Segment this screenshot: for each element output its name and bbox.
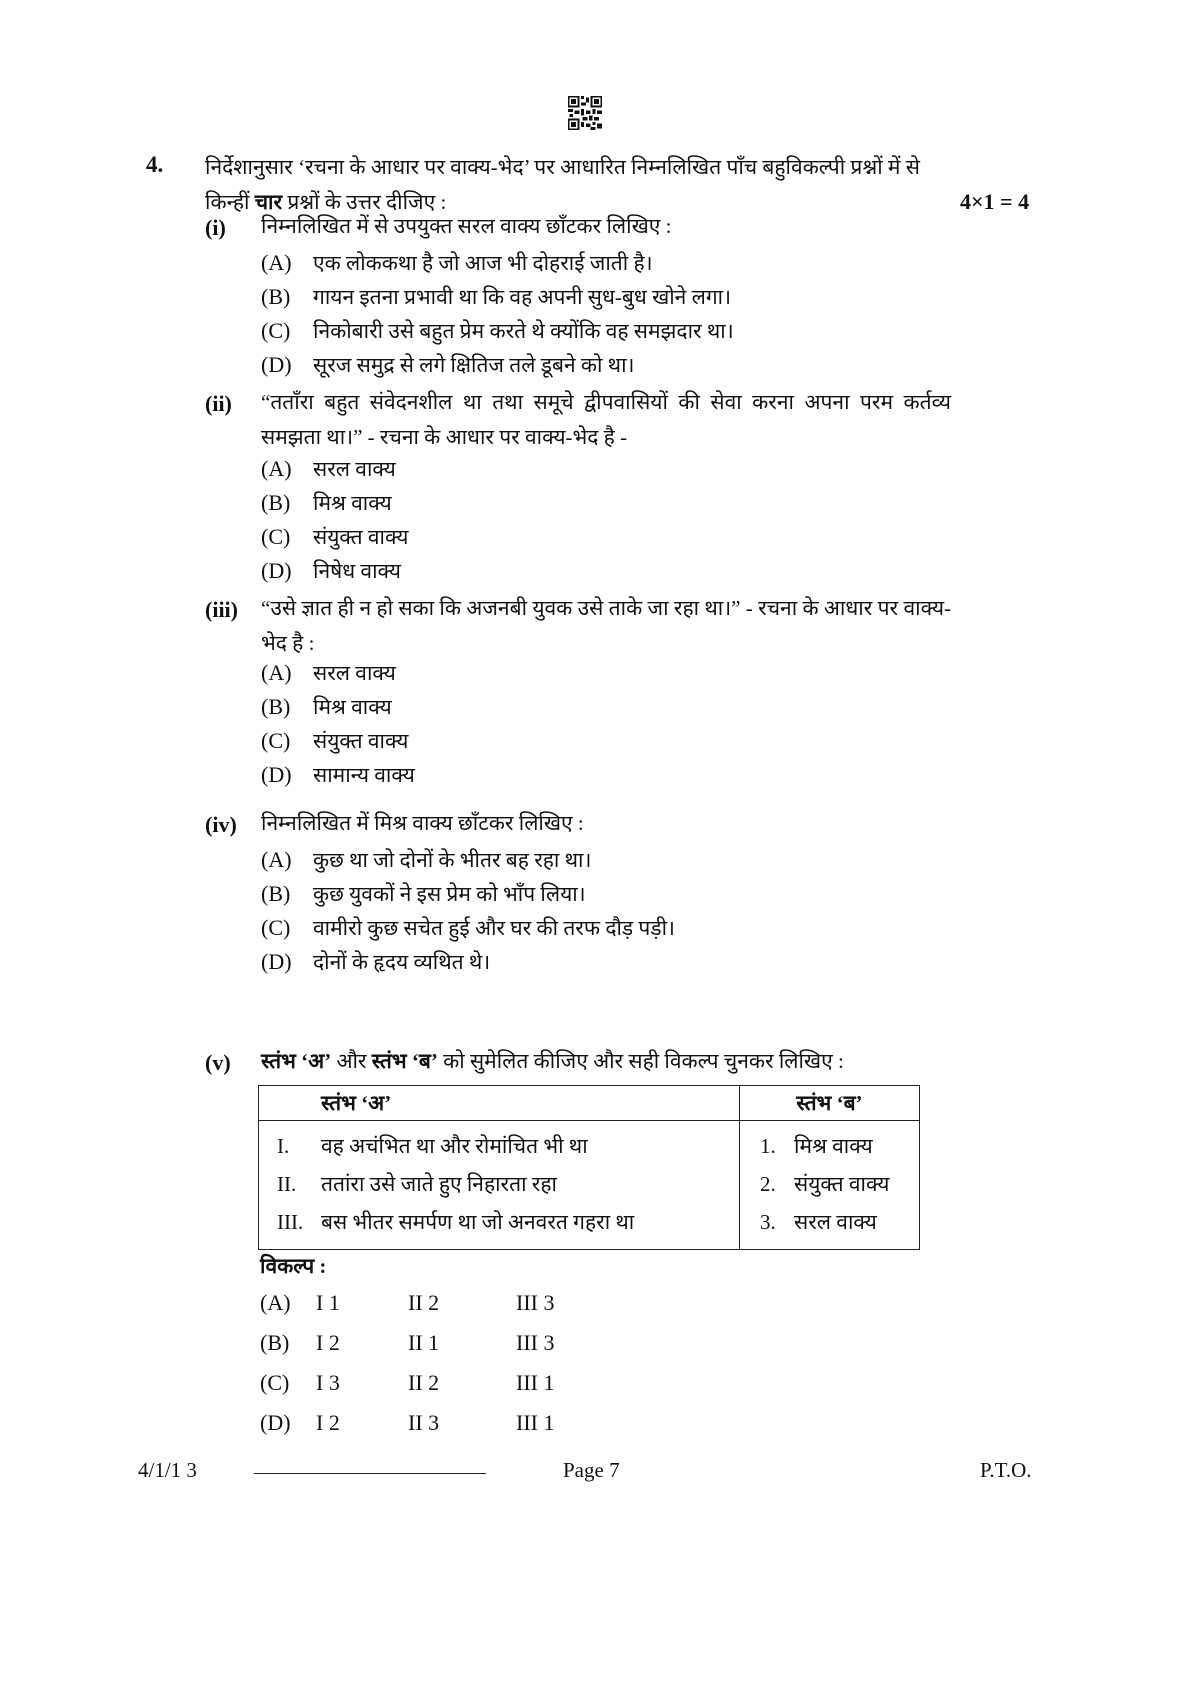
option-a — [261, 249, 653, 277]
column-a-item — [277, 1127, 739, 1165]
column-a-item — [277, 1165, 739, 1203]
pair-iii: III 1 — [516, 1370, 555, 1395]
column-b-ref: स्तंभ ‘ब’ — [371, 1049, 438, 1073]
pair-i: I 1 — [316, 1290, 340, 1315]
instructions-bold-count: चार — [254, 190, 283, 214]
option-text: सरल वाक्य — [313, 661, 396, 685]
instructions-part1: निर्देशानुसार ‘रचना के आधार पर वाक्य-भेद’ पर आधारित निम्नलिखित पाँच बहुविकल्पी प्रश्नों में से किन्हीं — [205, 155, 920, 214]
option-a — [261, 659, 396, 687]
option-letter: (A) — [261, 456, 292, 481]
option-b — [261, 283, 731, 311]
option-b — [261, 489, 392, 517]
instructions-part2: प्रश्नों के उत्तर दीजिए : — [282, 190, 447, 214]
option-d — [261, 948, 490, 976]
option-letter: (C) — [261, 524, 291, 549]
column-a-ref: स्तंभ ‘अ’ — [261, 1049, 332, 1073]
options-heading: विकल्प : — [260, 1254, 327, 1278]
option-a — [261, 455, 396, 483]
pair-iii: III 3 — [516, 1290, 555, 1315]
option-letter: (D) — [260, 1410, 291, 1435]
column-b-item — [760, 1127, 919, 1165]
option-letter: (C) — [260, 1370, 290, 1395]
option-letter: (B) — [261, 881, 291, 906]
pair-i: I 3 — [316, 1370, 340, 1395]
item-number: 2. — [760, 1172, 776, 1196]
subquestion-text: “तताँरा बहुत संवेदनशील था तथा समूचे द्वीपवासियों की सेवा करना अपना परम कर्तव्य समझता था।” - रचना के आधार पर वाक्य-भेद है - — [261, 390, 951, 449]
column-b-item — [760, 1203, 919, 1241]
text-instruction: को सुमेलित कीजिए और सही विकल्प चुनकर लिखिए : — [437, 1049, 844, 1073]
subquestion-text: “उसे ज्ञात ही न हो सका कि अजनबी युवक उसे ताके जा रहा था।” - रचना के आधार पर वाक्य-भेद है : — [261, 596, 951, 655]
subquestion-label: (ii) — [205, 391, 232, 416]
option-letter: (D) — [261, 558, 292, 583]
option-text: सरल वाक्य — [313, 457, 396, 481]
option-letter: (B) — [261, 694, 291, 719]
match-table — [258, 1085, 920, 1250]
please-turn-over: P.T.O. — [980, 1458, 1032, 1482]
column-b-header: स्तंभ ‘ब’ — [740, 1086, 920, 1121]
subquestion-label: (i) — [205, 215, 226, 240]
column-b-items — [740, 1121, 920, 1250]
option-text: सूरज समुद्र से लगे क्षितिज तले डूबने को था। — [313, 353, 635, 377]
option-text: कुछ था जो दोनों के भीतर बह रहा था। — [313, 848, 592, 872]
option-text: संयुक्त वाक्य — [313, 525, 409, 549]
paper-code: 4/1/1 3 — [138, 1458, 197, 1482]
item-number: 1. — [760, 1134, 776, 1158]
item-text: संयुक्त वाक्य — [794, 1172, 890, 1196]
option-letter: (D) — [261, 352, 292, 377]
option-text: गायन इतना प्रभावी था कि वह अपनी सुध-बुध खोने लगा। — [313, 285, 732, 309]
option-letter: (C) — [261, 318, 291, 343]
pair-ii: II 3 — [408, 1410, 440, 1435]
option-letter: (A) — [261, 660, 292, 685]
item-number: 3. — [760, 1210, 776, 1234]
qr-code-icon — [568, 96, 602, 130]
column-a-items — [259, 1121, 740, 1250]
subquestion-text — [261, 1044, 951, 1079]
item-text: मिश्र वाक्य — [794, 1134, 873, 1158]
option-text: निषेध वाक्य — [313, 559, 401, 583]
option-c — [261, 523, 408, 551]
item-text: ततांरा उसे जाते हुए निहारता रहा — [321, 1172, 557, 1196]
pair-ii: II 2 — [408, 1290, 440, 1315]
option-text: एक लोककथा है जो आज भी दोहराई जाती है। — [313, 251, 653, 275]
option-text: दोनों के हृदय व्यथित थे। — [313, 950, 491, 974]
option-letter: (B) — [261, 284, 291, 309]
option-text: संयुक्त वाक्य — [313, 729, 409, 753]
option-text: सामान्य वाक्य — [313, 763, 415, 787]
footer-divider — [254, 1473, 486, 1474]
option-letter: (D) — [261, 762, 292, 787]
pair-iii: III 1 — [516, 1410, 555, 1435]
subquestion-label: (v) — [205, 1050, 231, 1075]
subquestion-label: (iii) — [205, 597, 238, 622]
question-number: 4. — [146, 152, 164, 177]
combo-option-a — [260, 1290, 554, 1316]
option-d — [261, 351, 635, 379]
text-connector: और — [331, 1049, 372, 1073]
page-number: Page 7 — [563, 1458, 620, 1482]
option-letter: (B) — [260, 1330, 290, 1355]
option-b — [261, 693, 392, 721]
match-table-header — [259, 1086, 920, 1121]
combo-option-d — [260, 1410, 554, 1436]
option-b — [261, 880, 586, 908]
option-letter: (B) — [261, 490, 291, 515]
pair-iii: III 3 — [516, 1330, 555, 1355]
option-letter: (D) — [261, 949, 292, 974]
item-text: वह अचंभित था और रोमांचित भी था — [321, 1134, 588, 1158]
item-text: बस भीतर समर्पण था जो अनवरत गहरा था — [321, 1210, 635, 1234]
option-text: कुछ युवकों ने इस प्रेम को भाँप लिया। — [313, 882, 586, 906]
option-letter: (A) — [260, 1290, 291, 1315]
combo-option-c — [260, 1370, 554, 1396]
option-c — [261, 727, 408, 755]
match-table-body — [259, 1121, 920, 1250]
pair-ii: II 2 — [408, 1370, 440, 1395]
option-letter: (C) — [261, 728, 291, 753]
option-letter: (A) — [261, 847, 292, 872]
option-text: मिश्र वाक्य — [313, 491, 392, 515]
option-text: वामीरो कुछ सचेत हुई और घर की तरफ दौड़ पड़ी। — [313, 916, 675, 940]
item-text: सरल वाक्य — [794, 1210, 877, 1234]
column-a-item — [277, 1203, 739, 1241]
option-a — [261, 846, 591, 874]
marks-allocation: 4×1 = 4 — [960, 189, 1030, 214]
option-d — [261, 557, 401, 585]
pair-i: I 2 — [316, 1410, 340, 1435]
option-c — [261, 914, 675, 942]
pair-i: I 2 — [316, 1330, 340, 1355]
option-letter: (C) — [261, 915, 291, 940]
subquestion-text: निम्नलिखित में मिश्र वाक्य छाँटकर लिखिए : — [261, 811, 584, 835]
pair-ii: II 1 — [408, 1330, 440, 1355]
item-roman: III. — [277, 1210, 304, 1234]
column-a-header: स्तंभ ‘अ’ — [259, 1086, 740, 1121]
item-roman: I. — [277, 1134, 290, 1158]
option-c — [261, 317, 734, 345]
subquestion-text: निम्नलिखित में से उपयुक्त सरल वाक्य छाँटकर लिखिए : — [261, 214, 672, 238]
option-letter: (A) — [261, 250, 292, 275]
subquestion-label: (iv) — [205, 812, 237, 837]
combo-option-b — [260, 1330, 554, 1356]
option-d — [261, 761, 415, 789]
option-text: निकोबारी उसे बहुत प्रेम करते थे क्योंकि वह समझदार था। — [313, 319, 734, 343]
option-text: मिश्र वाक्य — [313, 695, 392, 719]
item-roman: II. — [277, 1172, 297, 1196]
column-b-item — [760, 1165, 919, 1203]
